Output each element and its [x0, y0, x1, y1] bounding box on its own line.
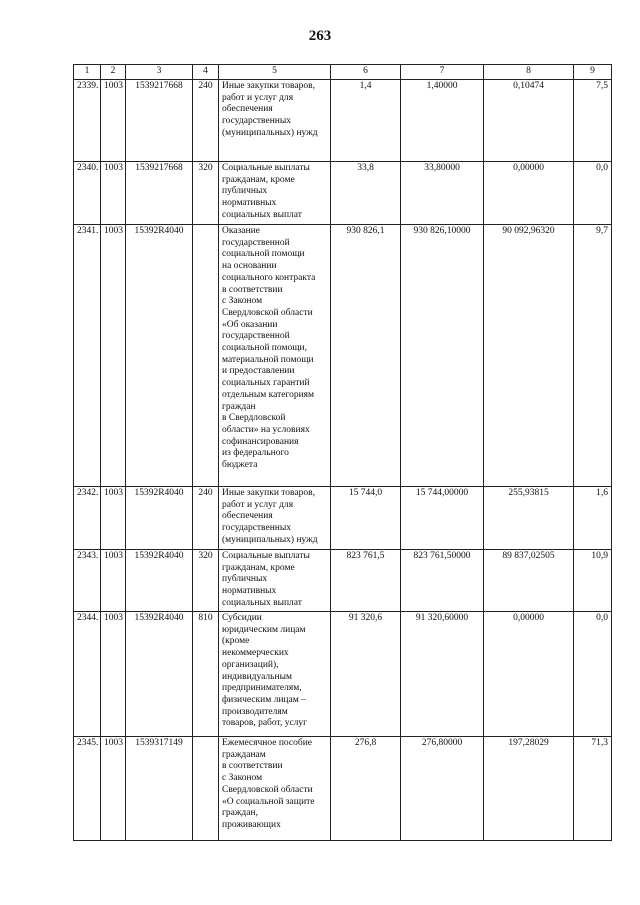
table-row: [74, 550, 612, 612]
page-number: 263: [308, 28, 332, 44]
section-code: 1003: [101, 612, 126, 737]
target-article-code: 1539217668: [126, 162, 193, 225]
executed-amount: 197,28029: [484, 737, 574, 841]
expense-name: Иные закупки товаров, работ и услуг для обеспечения государственных (муниципальных) нужд: [219, 80, 331, 162]
column-number-row: [74, 65, 612, 80]
approved-amount: 91 320,60000: [401, 612, 484, 737]
section-code: 1003: [101, 80, 126, 162]
table-row: [74, 487, 612, 550]
expense-name: Социальные выплаты гражданам, кроме публичных нормативных социальных выплат: [219, 162, 331, 225]
execution-percent: 0,0: [574, 162, 612, 225]
plan-amount: 1,4: [331, 80, 401, 162]
column-number: 1: [74, 65, 101, 80]
column-number: 2: [101, 65, 126, 80]
expense-type-code: [193, 737, 219, 841]
row-number: 2341.: [74, 225, 101, 487]
section-code: 1003: [101, 737, 126, 841]
section-code: 1003: [101, 550, 126, 612]
approved-amount: 823 761,50000: [401, 550, 484, 612]
target-article-code: 15392R4040: [126, 487, 193, 550]
row-number: 2342.: [74, 487, 101, 550]
section-code: 1003: [101, 162, 126, 225]
expense-type-code: 240: [193, 487, 219, 550]
executed-amount: 255,93815: [484, 487, 574, 550]
execution-percent: 1,6: [574, 487, 612, 550]
execution-percent: 0,0: [574, 612, 612, 737]
executed-amount: 0,10474: [484, 80, 574, 162]
row-number: 2339.: [74, 80, 101, 162]
table-row: [74, 80, 612, 162]
plan-amount: 91 320,6: [331, 612, 401, 737]
approved-amount: 930 826,10000: [401, 225, 484, 487]
row-number: 2345.: [74, 737, 101, 841]
expense-name: Субсидии юридическим лицам (кроме некоммерческих организаций), индивидуальным предпринимателям, физическим лицам – производителям товаров, работ, услуг: [219, 612, 331, 737]
section-code: 1003: [101, 225, 126, 487]
expense-type-code: 320: [193, 550, 219, 612]
row-number: 2343.: [74, 550, 101, 612]
table-row: [74, 225, 612, 487]
target-article-code: 1539217668: [126, 80, 193, 162]
execution-percent: 7,5: [574, 80, 612, 162]
expense-type-code: 810: [193, 612, 219, 737]
expense-name: Социальные выплаты гражданам, кроме публичных нормативных социальных выплат: [219, 550, 331, 612]
target-article-code: 15392R4040: [126, 225, 193, 487]
plan-amount: 823 761,5: [331, 550, 401, 612]
target-article-code: 15392R4040: [126, 612, 193, 737]
table-row: [74, 612, 612, 737]
execution-percent: 10,9: [574, 550, 612, 612]
plan-amount: 930 826,1: [331, 225, 401, 487]
plan-amount: 276,8: [331, 737, 401, 841]
execution-percent: 9,7: [574, 225, 612, 487]
target-article-code: 1539317149: [126, 737, 193, 841]
approved-amount: 276,80000: [401, 737, 484, 841]
expense-name: Оказание государственной социальной помощи на основании социального контракта в соответствии с Законом Свердловской области «Об оказании государственной социальной помощи, материальной помощи и предоставлении социальных гарантий отдельным категориям граждан в Свердловской области» на условиях софинансирования из федерального бюджета: [219, 225, 331, 487]
expense-name: Ежемесячное пособие гражданам в соответствии с Законом Свердловской области «О социальной защите граждан, проживающих: [219, 737, 331, 841]
expense-type-code: 320: [193, 162, 219, 225]
column-number: 8: [484, 65, 574, 80]
approved-amount: 15 744,00000: [401, 487, 484, 550]
expense-type-code: [193, 225, 219, 487]
plan-amount: 33,8: [331, 162, 401, 225]
row-number: 2340.: [74, 162, 101, 225]
approved-amount: 1,40000: [401, 80, 484, 162]
target-article-code: 15392R4040: [126, 550, 193, 612]
plan-amount: 15 744,0: [331, 487, 401, 550]
row-number: 2344.: [74, 612, 101, 737]
expense-type-code: 240: [193, 80, 219, 162]
column-number: 4: [193, 65, 219, 80]
executed-amount: 0,00000: [484, 162, 574, 225]
column-number: 6: [331, 65, 401, 80]
execution-percent: 71,3: [574, 737, 612, 841]
table-row: [74, 162, 612, 225]
executed-amount: 90 092,96320: [484, 225, 574, 487]
column-number: 5: [219, 65, 331, 80]
section-code: 1003: [101, 487, 126, 550]
executed-amount: 89 837,02505: [484, 550, 574, 612]
table-row: [74, 737, 612, 841]
expense-name: Иные закупки товаров, работ и услуг для обеспечения государственных (муниципальных) нужд: [219, 487, 331, 550]
executed-amount: 0,00000: [484, 612, 574, 737]
column-number: 9: [574, 65, 612, 80]
column-number: 7: [401, 65, 484, 80]
budget-table: [73, 64, 612, 841]
approved-amount: 33,80000: [401, 162, 484, 225]
column-number: 3: [126, 65, 193, 80]
